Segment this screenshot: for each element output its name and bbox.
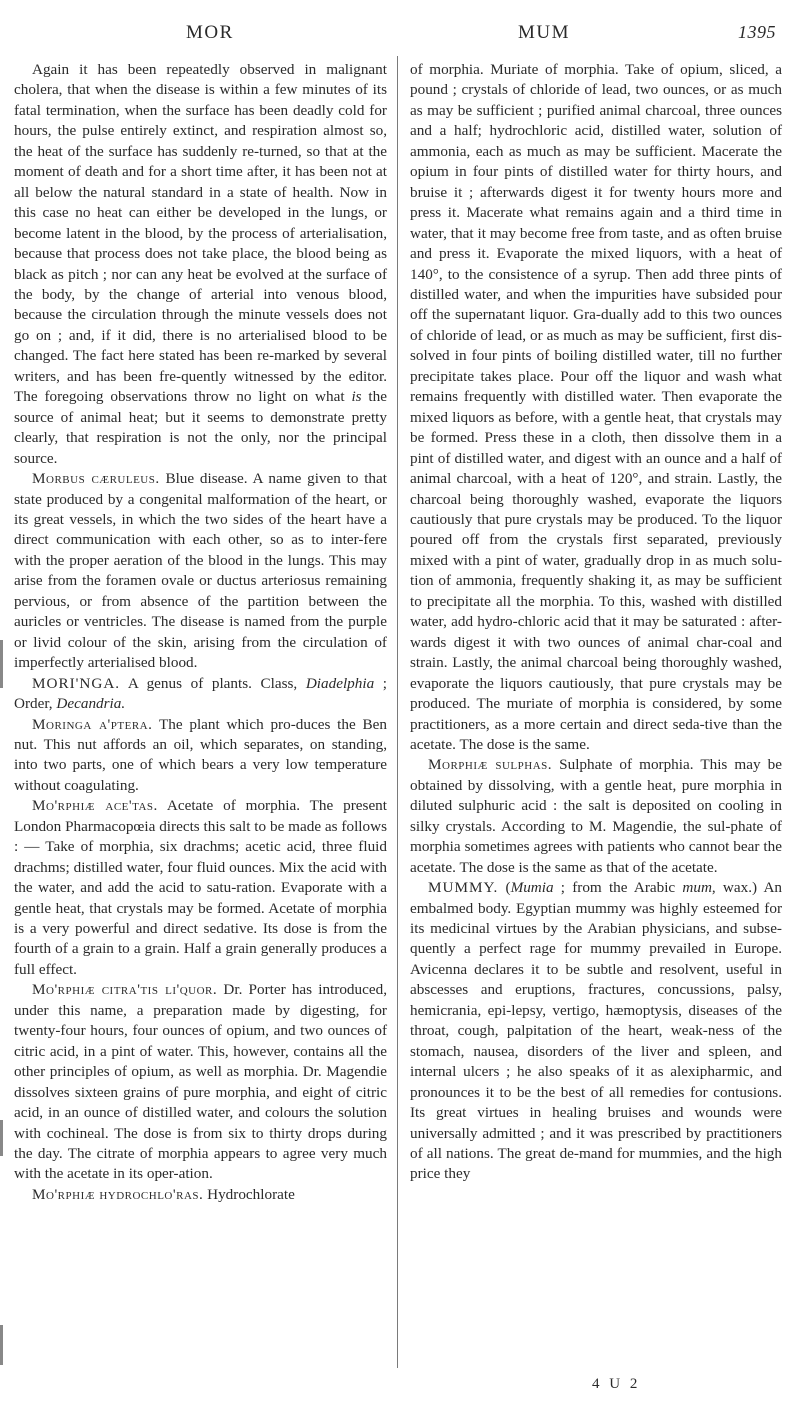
- entry-definition: ; Order,: [14, 674, 387, 713]
- entry-etymology: (: [498, 879, 511, 897]
- entry-definition: Dr. Porter has introduced, under this name, a preparation made by digesting, for twenty-four hours, four ounces of opium, and two ounces of citric acid, in a pint of water. This, however, contains all the other principles of opium, as well as morphia. Dr. Magendie dissolves sixteen grains of pure morphia, and eight of citric acid, in an ounce of distilled water, and colours the solution with cochineal. The dose is from six to thirty drops during the day. The citrate of morphia appears to agree very much with the acetate in its oper-ation.: [14, 981, 387, 1183]
- entry-order: Decandria.: [56, 695, 126, 713]
- entry-mummy: [410, 878, 782, 1185]
- entry-headword: Mo'rphiæ hydrochlo'ras.: [32, 1185, 204, 1203]
- right-running-head: MUM: [518, 22, 571, 43]
- cholera-heat-paragraph: [14, 60, 387, 469]
- left-running-head: MOR: [186, 22, 234, 43]
- entry-etymology: ; from the Arabic: [553, 879, 683, 897]
- entry-definition: Sulphate of morphia. This may be obtained by dissolving, with a gentle heat, pure morphia in diluted sulphuric acid : the salt is deposited on cooling in silky crystals. According to M. Magendie, the sul-phate of morphia sometimes agrees with patients who cannot bear the acetate. The dose is the same as that of the acetate.: [410, 756, 782, 876]
- paragraph-text: the source of animal heat; but it seems to demonstrate pretty clearly, that respiration is not the only, nor the principal source.: [14, 388, 387, 467]
- left-column: [14, 60, 387, 1205]
- entry-definition: Acetate of morphia. The present London Pharmacopœia directs this salt to be made as follows : — Take of morphia, six drachms; acetic acid, three fluid drachms; distilled water, four fluid ounces. Mix the acid with the water, and add the acid to satu-ration. Evaporate with a gentle heat, that crystals may be formed. Acetate of morphia is a very powerful and direct sedative. Its dose is from the fourth of a grain to a grain. Half a grain generally produces a full effect.: [14, 797, 387, 978]
- entry-moringa: [14, 674, 387, 715]
- entry-headword: Mo'rphiæ ace'tas.: [32, 797, 158, 815]
- column-divider: [397, 56, 398, 1368]
- entry-headword: MORI'NGA.: [32, 674, 121, 692]
- scan-edge-mark: [0, 640, 3, 688]
- entry-headword: MUMMY.: [428, 879, 499, 897]
- entry-headword: Moringa a'ptera.: [32, 715, 153, 733]
- entry-morphiae-hydrochloras: [14, 1185, 387, 1205]
- entry-definition: A genus of plants. Class,: [120, 674, 306, 692]
- entry-definition: Hydrochlorate: [203, 1185, 295, 1203]
- entry-headword: Mo'rphiæ citra'tis li'quor.: [32, 981, 218, 999]
- entry-latin-term: Mumia: [510, 879, 554, 897]
- entry-morbus-caeruleus: [14, 469, 387, 674]
- emphasis: is: [351, 388, 362, 406]
- signature-mark: 4 U 2: [592, 1376, 641, 1392]
- scan-edge-mark: [0, 1120, 3, 1156]
- paragraph-text: Again it has been repeatedly observed in malignant cholera, that when the disease is within a few minutes of its fatal termination, when the surface has been deadly cold for hours, the pulse entirely extinct, and respiration almost so, the heat of the surface has suddenly re-turned, so that at the moment of death and for a short time after, it has been not at all below the natural standard in a state of health. Now in this case no heat can either be developed in the lungs, or become latent in the blood, by the process of arterialisation, because that process does not take place, the blood being as black as pitch ; nor can any heat be evolved at the surface of the body, by the change of arterial into venous blood, because the circulation through the minute vessels does not go on ; and, if it did, there is no arterialised blood to be changed. The fact here stated has been re-marked by several writers, and has been fre-quently witnessed by the editor. The foregoing observations throw no light on what: [14, 61, 387, 406]
- entry-arabic-term: mum: [682, 879, 712, 897]
- entry-definition: The plant which pro-duces the Ben nut. This nut affords an oil, which separates, on standing, into two parts, one of which bears a very low temperature without coagulating.: [14, 715, 387, 794]
- scan-edge-mark: [0, 1325, 3, 1365]
- hydrochlorate-continuation: of morphia. Muriate of morphia. Take of opium, sliced, a pound ; crystals of chloride of lead, two ounces, or as much as may be sufficient ; purified animal charcoal, three ounces and a half; hydrochloric acid, distilled water, solution of ammonia, each as much as may be sufficient. Macerate the opium in four pints of distilled water for thirty hours, and bruise it ; afterwards digest it for twenty hours more and press it. Macerate what remains again and a third time in water, that it may become free from taste, and as often bruise and press it. Evaporate the mixed liquors, with a heat of 140°, to the consistence of a syrup. Then add three pints of distilled water, and when the impurities have subsided pour off the supernatant liquor. Gra-dually add to this two ounces of chloride of lead, or as much as may be sufficient, first dis-solved in four pints of boiling distilled water, till no further precipitate takes place. Pour off the liquor and wash what remains frequently with distilled water. Then evaporate the mixed liquors as before, with a gentle heat, that crystals may be formed. Press these in a cloth, then dissolve them in a pint of distilled water, and digest with an ounce and a half of animal charcoal, with a heat of 120°, and strain. Lastly, the charcoal being thoroughly washed, evaporate the liquors cautiously that pure crystals may be produced. To the liquor poured off from the crystals first separated, previously mixed with a pint of water, gradually drop in as much solu-tion of ammonia, frequently shaking it, as may be sufficient to precipitate all the morphia. To this, washed with distilled water, add hydro-chloric acid that it may be saturated : after-wards digest it with two ounces of animal char-coal and strain. Lastly, the animal charcoal being thoroughly washed, evaporate the liquors cautiously, that pure crystals may be produced. The muriate of morphia is considered, by some practitioners, as a more certain and direct seda-tive than the acetate. The dose is the same.: [410, 61, 782, 753]
- entry-headword: Morbus cæruleus.: [32, 470, 160, 488]
- entry-definition: Blue disease. A name given to that state produced by a congenital malformation of the heart, or its great vessels, in which the two sides of the heart have a direct communication with each other, so as to inter-fere with the proper aeration of the blood in the lungs. This may arise from the foramen ovale or ductus arteriosus remaining pervious, or from absence of the partition between the auricles or ventricles. The disease is named from the purple or livid colour of the skin, arising from the circulation of imperfectly arterialised blood.: [14, 470, 387, 672]
- entry-morphiae-citratis-liquor: [14, 980, 387, 1185]
- entry-definition: , wax.) An embalmed body. Egyptian mummy was highly esteemed for its medicinal virtues by the Arabian physicians, and subse-quently a perfect rage for mummy prevailed in Europe. Avicenna declares it to be subtle and resolvent, useful in abscesses and eruptions, fractures, concussions, palsy, hemicrania, epi-lepsy, vertigo, hæmoptysis, diseases of the throat, cough, palpitation of the heart, weak-ness of the stomach, nausea, disorders of the liver and spleen, and internal ulcers ; he also speaks of it as alexipharmic, and pronounces it to be the best of all remedies for contusions. Its great virtues in healing bruises and wounds were universally admitted ; and it was prescribed by practitioners of all nations. The great de-mand for mummies, and the high price they: [410, 879, 783, 1183]
- right-column: [410, 60, 782, 1185]
- entry-morphiae-acetas: [14, 796, 387, 980]
- entry-headword: Morphiæ sulphas.: [428, 756, 553, 774]
- entry-moringa-aptera: [14, 715, 387, 797]
- entry-morphiae-sulphas: [410, 755, 782, 878]
- page-number: 1395: [738, 22, 776, 42]
- entry-class: Diadelphia: [305, 674, 375, 692]
